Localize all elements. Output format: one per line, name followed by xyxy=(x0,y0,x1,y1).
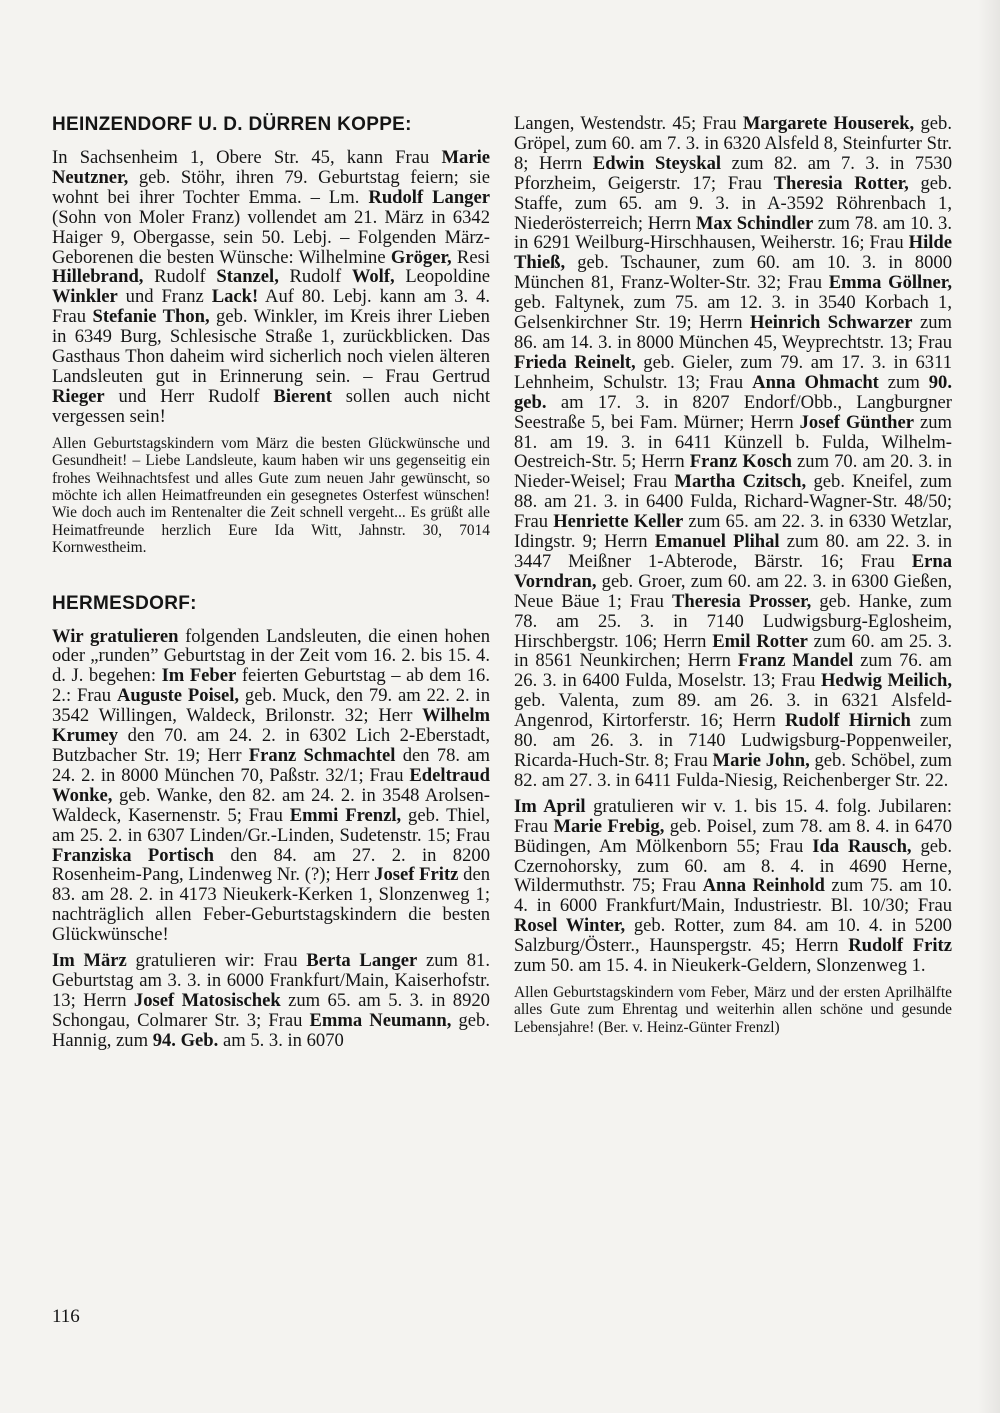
text-run: geb. Winkler, im Kreis ihrer Lieben in 6349 Burg, Schlesische Straße 1, zurückblicken. Das Gasthaus Thon daheim wird sicherlich noch vielen älteren Landsleuten gut in Erinnerung sein. – Frau Gertrud xyxy=(52,306,490,387)
text-run: zum 82. am 7. 3. in 7530 Pforzheim, Geigerstr. 17; Frau xyxy=(514,152,952,194)
right-column xyxy=(514,114,952,1036)
bold-name: Edeltraud Wonke, xyxy=(52,764,490,806)
text-run: und Franz xyxy=(117,286,212,308)
bold-name: Theresia Rotter, xyxy=(773,172,909,194)
text-run: den 70. am 24. 2. in 6302 Lich 2-Eberstadt, Butzbacher Str. 19; Herr xyxy=(52,725,490,766)
text-run: zum 81. am 19. 3. in 6411 Künzell b. Fulda, Wilhelm-Oestreich-Str. 5; Herrn xyxy=(514,411,952,473)
bold-name: Wir gratulieren xyxy=(52,625,179,647)
text-run: geb. Staffe, zum 65. am 9. 3. in A-3592 Röhrenbach 1, Niederösterreich; Herrn xyxy=(514,172,952,234)
bold-name: Lack! xyxy=(211,286,259,308)
paragraph-heinzendorf xyxy=(52,148,490,427)
text-run: geb. Rotter, zum 84. am 10. 4. in 5200 Salzburg/Österr., Haunspergstr. 45; Herrn xyxy=(514,915,952,957)
text-run: zum 60. am 25. 3. in 8561 Neunkirchen; Herrn xyxy=(514,630,952,672)
text-run: geb. Groer, zum 60. am 22. 3. in 6300 Gießen, Neue Bäue 1; Frau xyxy=(514,570,952,612)
bold-name: Emma Neumann, xyxy=(309,1009,452,1031)
bold-name: Im Feber xyxy=(161,665,237,687)
bold-name: Frieda Reinelt, xyxy=(514,351,636,373)
text-run: geb. Poisel, zum 78. am 8. 4. in 6470 Büdingen, Am Mölkenborn 55; Frau xyxy=(514,815,952,857)
bold-name: Max Schindler xyxy=(695,212,814,234)
text-run: gratulieren wir v. 1. bis 15. 4. folg. Jubilaren: Frau xyxy=(514,795,952,837)
bold-name: Winkler xyxy=(52,286,118,308)
text-run: zum 50. am 15. 4. in Nieukerk-Geldern, Slonzenweg 1. xyxy=(514,955,926,977)
text-run: geb. Gieler, zum 79. am 17. 3. in 6311 Lehnheim, Schulstr. 13; Frau xyxy=(514,351,953,393)
bold-name: Im April xyxy=(514,795,586,817)
text-run: Leopoldine xyxy=(394,266,491,288)
text-run: geb. Kneifel, zum 88. am 21. 3. in 6400 Fulda, Richard-Wagner-Str. 48/50; Frau xyxy=(514,471,952,533)
bold-name: Rudolf Fritz xyxy=(848,935,952,957)
text-run: zum 70. am 20. 3. in Nieder-Weisel; Frau xyxy=(514,451,953,493)
text-run: zum xyxy=(878,371,929,393)
text-run: am 5. 3. in 6070 xyxy=(218,1029,344,1051)
bold-name: Martha Czitsch, xyxy=(674,471,807,493)
bold-name: Ida Rausch, xyxy=(812,835,912,857)
bold-name: Marie John, xyxy=(712,750,810,771)
bold-name: Franziska Portisch xyxy=(52,844,214,866)
text-run: Auf 80. Lebj. kann am 3. 4. Frau xyxy=(52,286,490,328)
bold-name: Josef Matosischek xyxy=(133,989,281,1011)
text-run: geb. Tschauner, zum 60. am 10. 3. in 8000 München 81, Franz-Wolter-Str. 32; Frau xyxy=(514,252,952,294)
bold-name: Hillebrand, xyxy=(52,266,144,288)
bold-name: 90. geb. xyxy=(514,371,952,413)
bold-name: Henriette Keller xyxy=(553,511,684,533)
bold-name: Erna Vorndran, xyxy=(514,550,952,592)
bold-name: Edwin Steyskal xyxy=(592,152,722,174)
text-run: zum 86. am 14. 3. in 8000 München 45, Weyprechtstr. 13; Frau xyxy=(514,312,952,353)
text-run: den 84. am 27. 2. in 8200 Rosenheim-Pang, Lindenweg Nr. (?); Herr xyxy=(52,844,490,886)
text-run: geb. Valenta, zum 89. am 26. 3. in 6321 Alsfeld-Angenrod, Kirtorferstr. 16; Herrn xyxy=(514,690,952,732)
text-run: geb. Hannig, zum xyxy=(52,1009,490,1051)
bold-name: Hedwig Meilich, xyxy=(820,670,952,692)
text-run: zum 76. am 26. 3. in 6400 Fulda, Moselstr. 13; Frau xyxy=(514,650,952,692)
bold-name: Emil Rotter xyxy=(712,630,808,652)
paragraph-april xyxy=(514,797,952,976)
bold-name: Franz Schmachtel xyxy=(248,744,396,766)
bold-name: Marie Frebig, xyxy=(553,815,665,837)
text-run: den 78. am 24. 2. in 8000 München 70, Paßstr. 32/1; Frau xyxy=(52,744,491,786)
paragraph-maerz-continued xyxy=(514,114,952,791)
section-heading-hermesdorf: HERMESDORF: xyxy=(52,592,197,614)
bold-name: Margarete Houserek, xyxy=(742,113,915,134)
text-run: zum 80. am 22. 3. in 3447 Meißner 1-Abterode, Bärstr. 16; Frau xyxy=(514,531,953,572)
text-run: geb. Thiel, am 25. 2. in 6307 Linden/Gr.-Linden, Sudetenstr. 15; Frau xyxy=(52,804,490,846)
text-run: zum 65. am 5. 3. in 8920 Schongau, Colmarer Str. 3; Frau xyxy=(52,989,490,1031)
text-run: feierten Geburtstag – ab dem 16. 2.: Frau xyxy=(52,665,490,707)
bold-name: Theresia Prosser, xyxy=(671,590,812,612)
bold-name: 94. Geb. xyxy=(152,1029,219,1051)
bold-name: Josef Fritz xyxy=(374,864,459,886)
bold-name: Heinrich Schwarzer xyxy=(750,312,913,334)
left-column xyxy=(52,114,490,1051)
text-run: In Sachsenheim 1, Obere Str. 45, kann Frau xyxy=(52,147,442,168)
bold-name: Emma Göllner, xyxy=(828,272,952,294)
text-run: den 83. am 28. 2. in 4173 Nieukerk-Kerken 1, Slonzenweg 1; nachträglich allen Feber-Geburtstagskindern die besten Glückwünsche! xyxy=(52,864,490,946)
text-run: Rudolf xyxy=(278,266,352,288)
bold-name: Rieger xyxy=(52,385,105,407)
text-run: geb. Faltynek, zum 75. am 12. 3. in 3540 Korbach 1, Gelsenkirchner Str. 19; Herrn xyxy=(514,292,952,334)
bold-name: Im März xyxy=(52,950,127,972)
bold-name: Anna Ohmacht xyxy=(752,371,879,393)
text-run: folgenden Landsleuten, die einen hohen oder „runden” Geburtstag in der Zeit vom 16. 2. bis 15. 4. d. J. begehen: xyxy=(52,625,490,687)
text-run: geb. Schöbel, zum 82. am 27. 3. in 6411 Fulda-Niesig, Reichenberger Str. 22. xyxy=(514,750,952,791)
section-gap xyxy=(52,557,490,593)
bold-name: Wilhelm Krumey xyxy=(52,705,490,747)
bold-name: Rudolf Hirnich xyxy=(784,710,911,732)
text-run: und Herr Rudolf xyxy=(104,385,274,407)
text-run: (Sohn von Moler Franz) vollendet am 21. März in 6342 Haiger 9, Obergasse, sein 50. Lebj. – Folgenden März-Geborenen die besten Wünsche: Wilhelmine xyxy=(52,206,490,268)
bold-name: Auguste Poisel, xyxy=(116,685,240,707)
bold-name: Marie Neutzner, xyxy=(52,147,490,188)
text-run: geb. Gröpel, zum 60. am 7. 3. in 6320 Alsfeld 8, Steinfurter Str. 8; Herrn xyxy=(514,113,952,174)
text-run: Langen, Westendstr. 45; Frau xyxy=(514,113,743,134)
bold-name: Stefanie Thon, xyxy=(92,306,210,328)
text-run: gratulieren wir: Frau xyxy=(126,950,307,972)
bold-name: Josef Günther xyxy=(799,411,915,433)
text-run: geb. Muck, den 79. am 22. 2. in 3542 Willingen, Waldeck, Brilonstr. 32; Herr xyxy=(52,685,491,727)
paragraph-hermesdorf-feber xyxy=(52,627,490,946)
bold-name: Hilde Thieß, xyxy=(514,232,952,274)
text-run: zum 81. Geburtstag am 3. 3. in 6000 Frankfurt/Main, Kaiserhofstr. 13; Herrn xyxy=(52,950,490,1011)
text-run: zum 75. am 10. 4. in 6000 Frankfurt/Main, Industriestr. Bl. 10/30; Frau xyxy=(514,875,953,917)
text-run: geb. Stöhr, ihren 79. Geburtstag feiern; sie wohnt bei ihrer Tochter Emma. – Lm. xyxy=(52,166,490,208)
text-run: sollen auch nicht vergessen sein! xyxy=(52,385,491,427)
bold-name: Rosel Winter, xyxy=(514,915,626,937)
paragraph-hermesdorf-maerz xyxy=(52,951,490,1051)
bold-name: Berta Langer xyxy=(306,950,418,972)
text-run: geb. Czernohorsky, zum 60. am 8. 4. in 4690 Herne, Wildermuthstr. 75; Frau xyxy=(514,835,952,897)
greeting-note-heinzendorf: Allen Geburtstagskindern vom März die besten Glückwünsche und Gesundheit! – Liebe Landsleute, kaum haben wir uns gegenseitig ein frohes Weihnachtsfest und alles Gute zum neuen Jahr gewünscht, so möchte ich allen Heimatfreunden ein gesegnetes Osterfest wünschen! Wie doch auch im Rentenalter die Zeit schnell vergeht... Es grüßt alle Heimatfreunde herzlich Eure Ida Witt, Jahnstr. 30, 7014 Kornwestheim. xyxy=(52,434,490,557)
text-run: geb. Wanke, den 82. am 24. 2. in 3548 Arolsen-Waldeck, Kasernenstr. 5; Frau xyxy=(52,784,490,826)
section-heading-heinzendorf: HEINZENDORF U. D. DÜRREN KOPPE: xyxy=(52,114,412,135)
text-run: Resi xyxy=(451,246,490,268)
text-run: am 17. 3. in 8207 Endorf/Obb., Langburgner Seestraße 5, bei Fam. Mürner; Herrn xyxy=(514,391,952,433)
page-edge-shadow xyxy=(978,0,1000,1413)
bold-name: Franz Mandel xyxy=(737,650,854,672)
page-number: 116 xyxy=(52,1306,80,1327)
text-run: Rudolf xyxy=(143,266,217,288)
text-run: zum 80. am 26. 3. in 7140 Ludwigsburg-Poppenweiler, Ricarda-Huch-Str. 8; Frau xyxy=(514,710,952,771)
bold-name: Emanuel Plihal xyxy=(654,531,780,553)
bold-name: Gröger, xyxy=(390,246,452,268)
bold-name: Emmi Frenzl, xyxy=(289,804,402,826)
bold-name: Stanzel, xyxy=(216,266,279,288)
bold-name: Rudolf Langer xyxy=(368,186,490,208)
closing-note: Allen Geburtstagskindern vom Feber, März und der ersten Aprilhälfte alles Gute zum Ehrentag und weiterhin allen schöne und gesunde Lebensjahre! (Ber. v. Heinz-Günter Frenzl) xyxy=(514,983,952,1036)
bold-name: Wolf, xyxy=(351,266,395,288)
text-run: zum 78. am 10. 3. in 6291 Weilburg-Hirschhausen, Weiherstr. 16; Frau xyxy=(514,212,952,254)
bold-name: Franz Kosch xyxy=(689,451,792,473)
bold-name: Anna Reinhold xyxy=(702,875,825,897)
text-run: geb. Hanke, zum 78. am 25. 3. in 7140 Ludwigsburg-Eglosheim, Hirschbergstr. 106; Herrn xyxy=(514,590,952,652)
bold-name: Bierent xyxy=(273,385,332,407)
text-run: zum 65. am 22. 3. in 6330 Wetzlar, Idingstr. 9; Herrn xyxy=(514,511,952,553)
